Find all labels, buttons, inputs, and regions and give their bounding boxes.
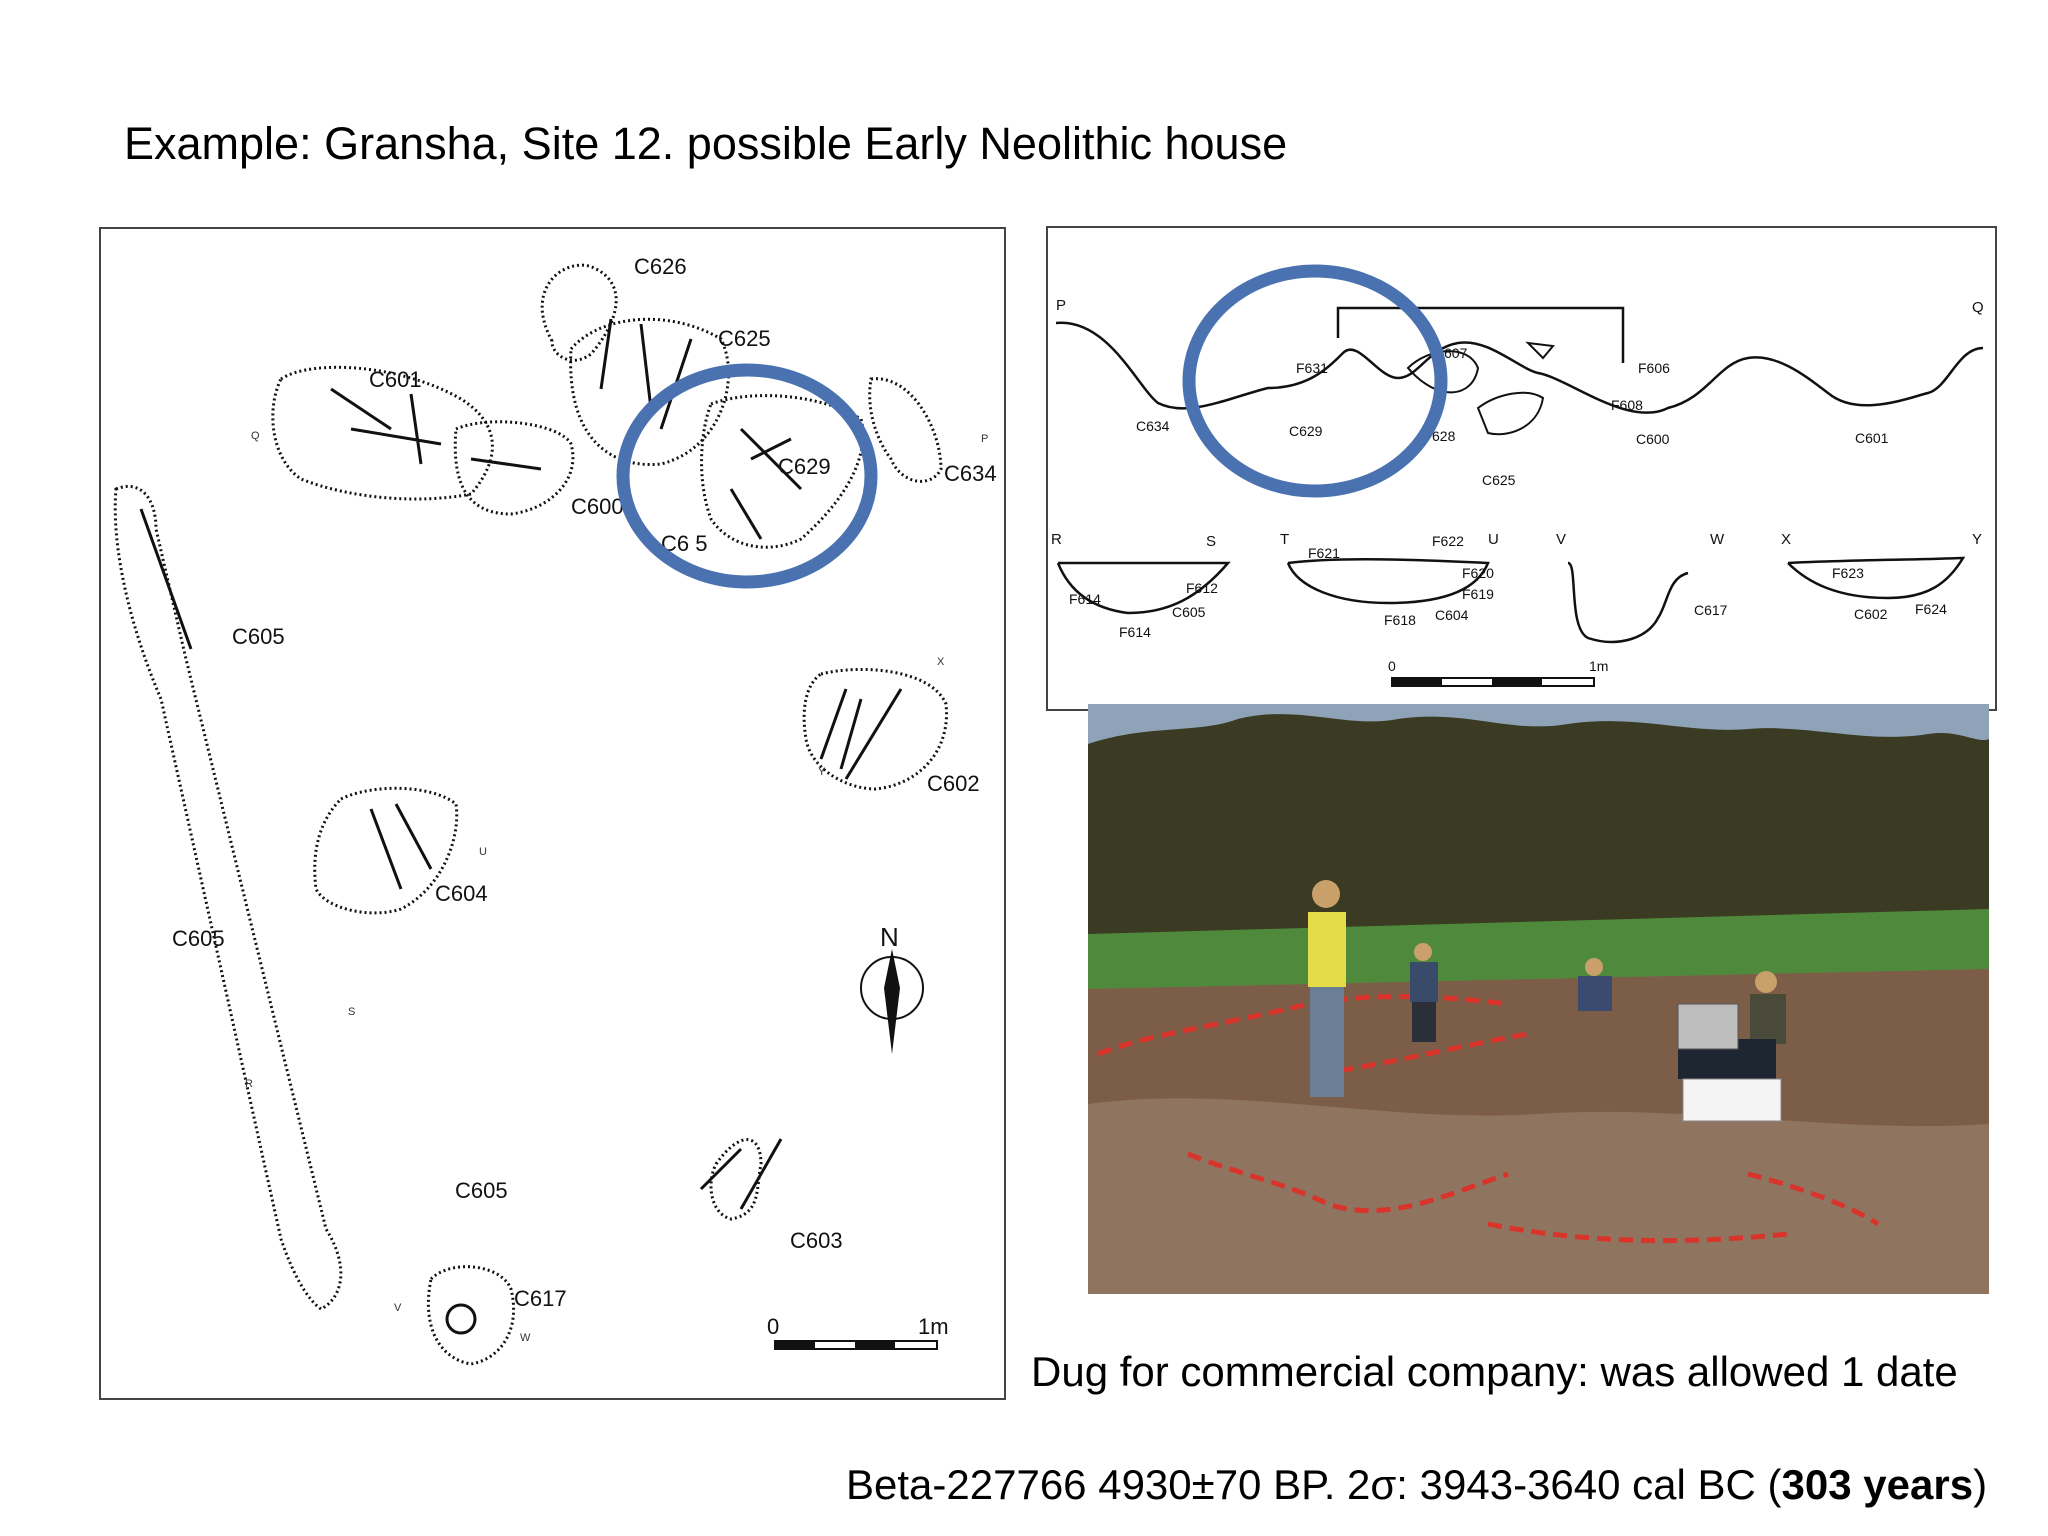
section-letter-w: W (1710, 531, 1725, 548)
plan-label-c602: C602 (927, 771, 980, 796)
plan-letter-p: P (981, 433, 989, 445)
section-scale-zero: 0 (1388, 658, 1396, 674)
section-label-c602: C602 (1854, 606, 1888, 622)
section-label-c601: C601 (1855, 430, 1889, 446)
plan-label-c634: C634 (944, 461, 997, 486)
photo-svg (1088, 704, 1989, 1294)
plan-label-c605-mid: C605 (172, 926, 225, 951)
section-label-c600: C600 (1636, 431, 1670, 447)
excavation-photo (1088, 704, 1989, 1294)
plan-letter-w: W (520, 1332, 531, 1344)
plan-label-c625: C625 (718, 326, 771, 351)
section-letter-s: S (1206, 533, 1217, 550)
profile-x-y (1788, 558, 1963, 598)
section-label-f623: F623 (1832, 565, 1864, 581)
section-scale-bar (1388, 658, 1608, 686)
c617-stone (447, 1305, 475, 1333)
commercial-caption: Dug for commercial company: was allowed 1 date (1031, 1348, 1958, 1395)
section-label-c617: C617 (1694, 602, 1728, 618)
plan-label-c604: C604 (435, 881, 488, 906)
radiocarbon-date: Beta-227766 4930±70 BP. 2σ: 3943-3640 cal BC ( (846, 1461, 1782, 1508)
section-label-f620: F620 (1462, 565, 1494, 581)
slide-title: Example: Gransha, Site 12. possible Early Neolithic house (124, 118, 1288, 169)
feature-c634-outline (870, 379, 941, 482)
section-label-f608: F608 (1611, 397, 1643, 413)
north-label: N (880, 922, 899, 952)
section-drawings (1046, 226, 1997, 711)
plan-letter-u: U (479, 846, 487, 858)
worker-standing (1308, 880, 1346, 1097)
plan-letter-v: V (394, 1302, 402, 1314)
section-letter-r: R (1051, 531, 1062, 548)
plan-label-c6x5: C6 5 (661, 531, 708, 556)
feature-c600-outline (455, 422, 573, 514)
plan-scale-end: 1m (918, 1314, 949, 1339)
section-letter-p: P (1056, 297, 1067, 314)
section-letter-u: U (1488, 531, 1499, 548)
section-label-c625: C625 (1482, 472, 1516, 488)
plan-highlight-circle (623, 370, 871, 582)
plan-letter-y: Y (818, 766, 826, 778)
feature-c617-outline (428, 1267, 513, 1364)
plan-label-c626: C626 (634, 254, 687, 279)
site-plan-svg (101, 229, 1008, 1402)
section-letter-y: Y (1972, 531, 1983, 548)
section-letter-x: X (1781, 531, 1792, 548)
north-arrow-icon (861, 922, 923, 1054)
feature-c626-outline (542, 265, 616, 360)
section-label-f621: F621 (1308, 545, 1340, 561)
plan-label-c605-top: C605 (232, 624, 285, 649)
section-highlight-circle (1189, 271, 1441, 491)
section-label-f614b: F614 (1119, 624, 1151, 640)
plan-label-c605-bot: C605 (455, 1178, 508, 1203)
section-label-c605: C605 (1172, 604, 1206, 620)
profile-v-w (1568, 563, 1688, 642)
plan-scale-zero: 0 (767, 1314, 780, 1339)
plan-label-c600: C600 (571, 494, 624, 519)
section-scale-end: 1m (1589, 658, 1609, 674)
plan-letter-r: R (245, 1078, 253, 1090)
radiocarbon-close: ) (1973, 1461, 1988, 1508)
section-svg (1048, 228, 1999, 713)
section-letter-v: V (1556, 531, 1567, 548)
plan-letter-q: Q (251, 430, 260, 442)
section-label-f624: F624 (1915, 601, 1947, 617)
section-label-f631: F631 (1296, 360, 1328, 376)
section-label-f628: 628 (1432, 428, 1456, 444)
site-plan-drawing (99, 227, 1006, 1400)
feature-c605-outline (115, 486, 341, 1309)
plan-label-c601: C601 (369, 367, 422, 392)
radiocarbon-span: 303 years (1781, 1461, 1974, 1508)
plan-label-c603: C603 (790, 1228, 843, 1253)
section-label-f622: F622 (1432, 533, 1464, 549)
plan-letter-s: S (348, 1006, 356, 1018)
section-letter-t: T (1280, 531, 1290, 548)
section-label-f612: F612 (1186, 580, 1218, 596)
section-label-c604: C604 (1435, 607, 1469, 623)
profile-t-u (1288, 559, 1488, 603)
drawing-board (1683, 1079, 1781, 1121)
radiocarbon-caption (846, 1461, 1987, 1509)
section-label-f619: F619 (1462, 586, 1494, 602)
feature-c603-outline (711, 1140, 761, 1219)
section-letter-q: Q (1972, 299, 1984, 316)
section-label-c634: C634 (1136, 418, 1170, 434)
plan-label-c629: C629 (778, 454, 831, 479)
plan-letter-x: X (937, 656, 945, 668)
section-label-c629: C629 (1289, 423, 1323, 439)
plan-scale-bar (767, 1314, 949, 1349)
section-label-f606: F606 (1638, 360, 1670, 376)
section-label-f607: 607 (1444, 345, 1468, 361)
plan-label-c617: C617 (514, 1286, 567, 1311)
section-label-f614a: F614 (1069, 591, 1101, 607)
section-label-f618: F618 (1384, 612, 1416, 628)
equipment-box (1678, 1004, 1738, 1049)
